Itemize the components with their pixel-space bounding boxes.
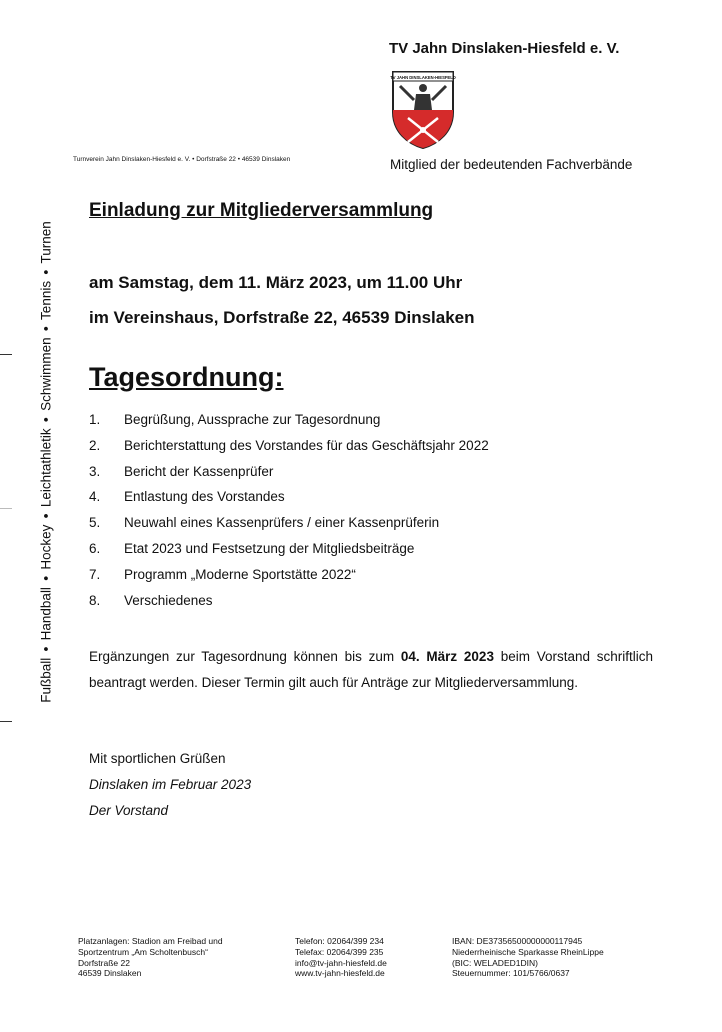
agenda-item-number: 6. [89,540,101,556]
footer-line: Dorfstraße 22 [78,957,130,968]
agenda-item-number: 1. [89,412,101,427]
footer-line: 46539 Dinslaken [78,968,142,979]
agenda-item [89,593,629,619]
note-text: Ergänzungen zur Tagesordnung können bis zum [89,649,401,664]
footer-bank [452,936,604,979]
agenda-item-text: Programm „Moderne Sportstätte 2022“ [124,566,356,582]
agenda-item-text: Begrüßung, Aussprache zur Tagesordnung [124,412,381,427]
bullet-separator: ● [40,269,51,275]
sender-address-line: Turnverein Jahn Dinslaken-Hiesfeld e. V. • Dorfstraße 22 • 46539 Dinslaken [73,156,291,163]
bullet-separator: ● [40,646,51,652]
sport-label: Tennis [38,280,54,320]
footer-line: Steuernummer: 101/5766/0637 [452,968,570,979]
agenda-title: Tagesordnung: [89,362,284,392]
footer-line: Niederrheinische Sparkasse RheinLippe [452,946,604,957]
agenda-item-text: Neuwahl eines Kassenprüfers / einer Kassenprüferin [124,515,440,531]
agenda-item [89,464,629,490]
agenda-item [89,412,629,438]
sport-label: Hockey [38,524,54,570]
agenda-item-number: 2. [89,437,101,453]
agenda-item [89,541,629,567]
sport-label: Schwimmen [38,337,54,411]
member-text: Mitglied der bedeutenden Fachverbände [390,157,633,172]
footer-line: (BIC: WELADED1DIN) [452,957,538,968]
bullet-separator: ● [40,513,51,519]
agenda-item-number: 8. [89,592,101,608]
agenda-item-text: Entlastung des Vorstandes [124,489,285,505]
sports-sidebar [39,221,54,703]
svg-text:TV JAHN DINSLAKEN-HIESFELD: TV JAHN DINSLAKEN-HIESFELD [390,75,456,80]
agenda-item-number: 5. [89,515,101,531]
note-deadline: 04. März 2023 [400,649,494,664]
signature: Der Vorstand [89,802,169,818]
bullet-separator: ● [40,575,51,582]
agenda-list [89,412,629,618]
note-text: beim Vorstand schriftlich beantragt werden. Dieser Termin gilt auch für Anträge zur Mitgliederversammlung. [89,649,653,690]
meeting-place: im Vereinshaus, Dorfstraße 22, 46539 Dinslaken [89,308,475,327]
club-logo [390,70,456,150]
footer-line: www.tv-jahn-hiesfeld.de [295,968,385,979]
closing-block [89,746,251,823]
footer-line: Telefon: 02064/399 234 [295,936,384,946]
sport-label: Fußball [38,657,54,703]
footer-line: Sportzentrum „Am Scholtenbusch“ [78,946,208,957]
agenda-item-number: 3. [89,463,101,479]
fold-mark [0,721,12,722]
sport-label: Turnen [38,221,54,264]
bullet-separator: ● [40,416,51,423]
agenda-item [89,515,629,541]
footer-line: Platzanlagen: Stadion am Freibad und [78,936,223,946]
fold-mark [0,508,12,509]
invitation-heading: Einladung zur Mitgliederversammlung [89,200,434,221]
bullet-separator: ● [40,325,51,332]
agenda-item-text: Bericht der Kassenprüfer [124,463,274,479]
agenda-item-text: Etat 2023 und Festsetzung der Mitgliedsbeiträge [124,540,415,556]
footer-line: Telefax: 02064/399 235 [295,946,384,957]
sport-label: Handball [38,587,54,641]
agenda-item [89,567,629,593]
footer-line: IBAN: DE37356500000000117945 [452,936,583,946]
place-date: Dinslaken im Februar 2023 [89,776,252,792]
meeting-date: am Samstag, dem 11. März 2023, um 11.00 Uhr [89,273,463,292]
agenda-item [89,489,629,515]
greeting: Mit sportlichen Grüßen [89,751,226,766]
sport-label: Leichtathletik [38,428,54,508]
agenda-item [89,438,629,464]
fold-mark [0,354,12,355]
club-name: TV Jahn Dinslaken-Hiesfeld e. V. [389,40,620,57]
agenda-item-text: Berichterstattung des Vorstandes für das Geschäftsjahr 2022 [124,437,489,453]
agenda-item-number: 4. [89,489,101,505]
submission-note [89,644,653,696]
footer-contact [295,936,387,979]
agenda-item-number: 7. [89,566,101,582]
footer-address [78,936,223,979]
agenda-item-text: Verschiedenes [124,592,213,608]
footer-line: info@tv-jahn-hiesfeld.de [295,957,387,968]
